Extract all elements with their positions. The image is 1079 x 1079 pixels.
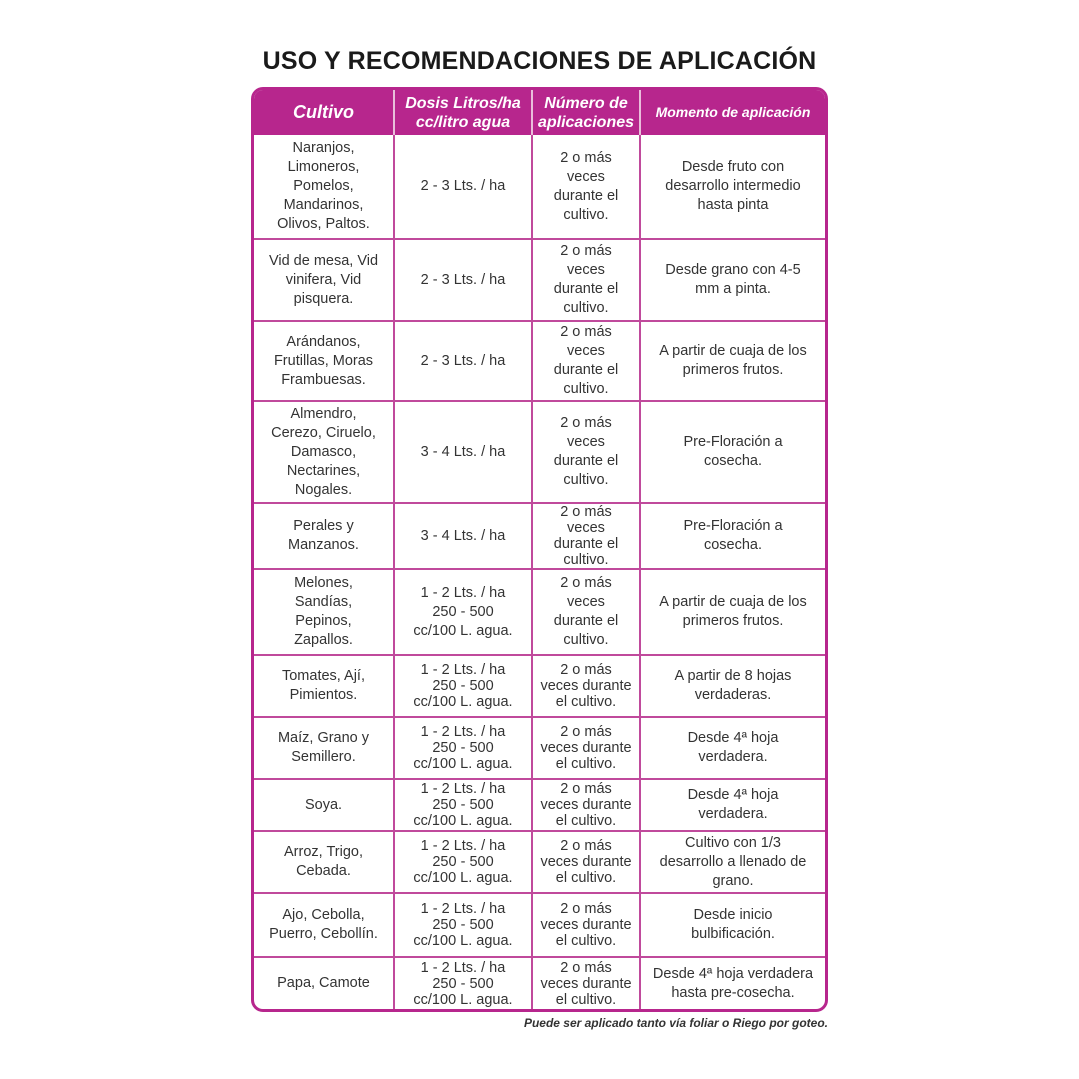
table-row [254, 717, 825, 779]
cell-numero: 2 o más veces durante el cultivo. [532, 893, 640, 957]
table-row [254, 893, 825, 957]
table-row [254, 135, 825, 239]
header-numero-label: Número de aplicaciones [537, 94, 635, 131]
cell-dosis: 1 - 2 Lts. / ha 250 - 500 cc/100 L. agua. [394, 717, 532, 779]
header-numero [532, 90, 640, 135]
header-momento-label: Momento de aplicación [655, 104, 811, 120]
cell-dosis: 1 - 2 Lts. / ha 250 - 500 cc/100 L. agua. [394, 779, 532, 831]
cell-numero: 2 o más veces durante el cultivo. [532, 655, 640, 717]
cell-cultivo: Perales y Manzanos. [254, 503, 394, 569]
cell-cultivo: Ajo, Cebolla, Puerro, Cebollín. [254, 893, 394, 957]
table-body [254, 135, 825, 1009]
table-row [254, 569, 825, 655]
cell-cultivo: Soya. [254, 779, 394, 831]
cell-numero: 2 o más veces durante el cultivo. [532, 831, 640, 893]
cell-cultivo: Vid de mesa, Vid vinifera, Vid pisquera. [254, 239, 394, 321]
cell-momento: Desde 4ª hoja verdadera. [640, 779, 825, 831]
footnote: Puede ser aplicado tanto vía foliar o Riego por goteo. [523, 1016, 828, 1030]
cell-numero: 2 o más veces durante el cultivo. [532, 503, 640, 569]
table-row [254, 239, 825, 321]
table-row [254, 779, 825, 831]
cell-dosis: 2 - 3 Lts. / ha [394, 321, 532, 401]
header-cultivo-label: Cultivo [293, 102, 354, 122]
cell-momento: Desde inicio bulbificación. [640, 893, 825, 957]
cell-dosis: 1 - 2 Lts. / ha 250 - 500 cc/100 L. agua. [394, 957, 532, 1009]
cell-dosis: 3 - 4 Lts. / ha [394, 503, 532, 569]
cell-numero: 2 o más veces durante el cultivo. [532, 135, 640, 239]
cell-numero: 2 o más veces durante el cultivo. [532, 957, 640, 1009]
header-cultivo [254, 90, 394, 135]
cell-momento: A partir de cuaja de los primeros frutos. [640, 569, 825, 655]
cell-momento: A partir de cuaja de los primeros frutos. [640, 321, 825, 401]
table-row [254, 957, 825, 1009]
cell-momento: Cultivo con 1/3 desarrollo a llenado de grano. [640, 831, 825, 893]
cell-dosis: 1 - 2 Lts. / ha 250 - 500 cc/100 L. agua. [394, 893, 532, 957]
cell-dosis: 1 - 2 Lts. / ha 250 - 500 cc/100 L. agua. [394, 655, 532, 717]
cell-momento: Desde grano con 4-5 mm a pinta. [640, 239, 825, 321]
header-dosis [394, 90, 532, 135]
cell-momento: Desde 4ª hoja verdadera. [640, 717, 825, 779]
table-row [254, 321, 825, 401]
cell-momento: Pre-Floración a cosecha. [640, 401, 825, 503]
cell-numero: 2 o más veces durante el cultivo. [532, 569, 640, 655]
cell-cultivo: Naranjos, Limoneros, Pomelos, Mandarinos, Olivos, Paltos. [254, 135, 394, 239]
cell-cultivo: Almendro, Cerezo, Ciruelo, Damasco, Nectarines, Nogales. [254, 401, 394, 503]
cell-dosis: 3 - 4 Lts. / ha [394, 401, 532, 503]
cell-cultivo: Arroz, Trigo, Cebada. [254, 831, 394, 893]
cell-dosis: 1 - 2 Lts. / ha 250 - 500 cc/100 L. agua. [394, 569, 532, 655]
cell-dosis: 1 - 2 Lts. / ha 250 - 500 cc/100 L. agua. [394, 831, 532, 893]
header-momento [640, 90, 825, 135]
cell-cultivo: Melones, Sandías, Pepinos, Zapallos. [254, 569, 394, 655]
table-row [254, 401, 825, 503]
header-dosis-label: Dosis Litros/ha cc/litro agua [405, 94, 521, 131]
cell-numero: 2 o más veces durante el cultivo. [532, 779, 640, 831]
table-row [254, 503, 825, 569]
cell-numero: 2 o más veces durante el cultivo. [532, 239, 640, 321]
table-row [254, 831, 825, 893]
cell-momento: Desde 4ª hoja verdadera hasta pre-cosecha. [640, 957, 825, 1009]
cell-cultivo: Arándanos, Frutillas, Moras Frambuesas. [254, 321, 394, 401]
cell-cultivo: Tomates, Ají, Pimientos. [254, 655, 394, 717]
cell-momento: A partir de 8 hojas verdaderas. [640, 655, 825, 717]
page-title: USO Y RECOMENDACIONES DE APLICACIÓN [262, 47, 817, 75]
cell-cultivo: Papa, Camote [254, 957, 394, 1009]
cell-momento: Pre-Floración a cosecha. [640, 503, 825, 569]
application-table [251, 87, 828, 1012]
cell-numero: 2 o más veces durante el cultivo. [532, 321, 640, 401]
cell-dosis: 2 - 3 Lts. / ha [394, 135, 532, 239]
cell-dosis: 2 - 3 Lts. / ha [394, 239, 532, 321]
table-header-row [254, 90, 825, 135]
cell-numero: 2 o más veces durante el cultivo. [532, 717, 640, 779]
cell-cultivo: Maíz, Grano y Semillero. [254, 717, 394, 779]
table-row [254, 655, 825, 717]
cell-momento: Desde fruto con desarrollo intermedio hasta pinta [665, 159, 801, 213]
cell-numero: 2 o más veces durante el cultivo. [532, 401, 640, 503]
